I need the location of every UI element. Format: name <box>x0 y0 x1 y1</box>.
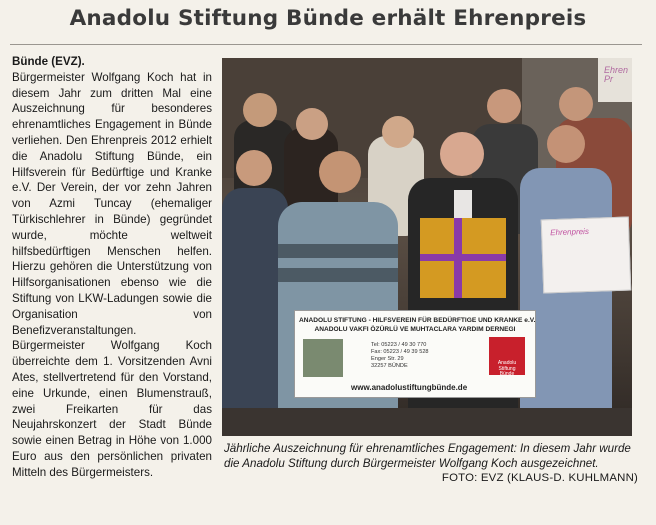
certificate-text: Ehrenpreis <box>550 226 590 238</box>
banner-line-1: ANADOLU STIFTUNG - HILFSVEREIN FÜR BEDÜRFTIGE UND KRANKE e.V. <box>299 317 536 324</box>
flower-logo <box>489 337 525 375</box>
photo-caption: Jährliche Auszeichnung für ehrenamtliches Engagement: In diesem Jahr wurde die Anadolu Stiftung durch Bürgermeister Wolfgang Koch ausgezeichnet. <box>224 442 631 471</box>
sweater-stripe-1 <box>278 244 398 258</box>
dateline: Bünde (EVZ). <box>12 55 85 68</box>
photo-credit: FOTO: EVZ (KLAUS-D. KUHLMANN) <box>441 472 638 484</box>
banner-street: Enger Str. 29 <box>371 356 404 362</box>
banner-contact <box>371 342 429 370</box>
banner-fax: Fax: 05223 / 49 39 528 <box>371 349 429 355</box>
banner-city: 32257 BÜNDE <box>371 363 408 369</box>
group-photo <box>222 58 632 436</box>
article-text: Bürgermeister Wolfgang Koch hat in diesem Jahr zum dritten Mal eine Auszeichnung für besonderes ehrenamtliches Engagement in Bünde verliehen. Den Ehrenpreis 2012 erhielt die Anadolu Stiftung Bünde, ein Hilfsverein für Bedürftige und Kranke e.V. Der Verein, der vor zehn Jahren von Azmi Tuncay (ehemaliger Türkischlehrer in Bünde) gegründet wurde, möchte weltweit hilfsbedürftigen Menschen helfen. Hierzu gehören die Unterstützung von Hilfsorganisationen ebenso wie die Stiftung von LKW-Ladungen sowie die Organisation von Benefizveranstaltungen. Bürgermeister Wolfgang Koch überreichte dem 1. Vorsitzenden Avni Ates, stellvertretend für den Vorstand, eine Urkunde, einen Blumenstrauß, zwei Freikarten für das Neujahrskonzert der Stadt Bünde sowie einen Betrag in Höhe von 1.000 Euro aus den persönlichen privaten Mitteln des Bürgermeisters. <box>12 70 212 479</box>
logo-line-1: Anadolu <box>497 360 517 366</box>
banner-tel: Tel: 05223 / 49 30 770 <box>371 342 427 348</box>
face-back-4 <box>487 89 521 123</box>
article-body <box>12 54 212 481</box>
background-sign-text: Ehren Pr <box>604 65 629 84</box>
logo-text <box>491 361 523 378</box>
banner-website: www.anadolustiftungbünde.de <box>351 383 468 392</box>
sweater-stripe-2 <box>278 268 398 282</box>
logo-line-2: Stiftung <box>498 365 516 372</box>
face-front-2 <box>319 151 361 193</box>
association-banner <box>294 310 536 398</box>
face-front-1 <box>236 150 272 186</box>
face-front-4 <box>547 125 585 163</box>
headline-rule <box>10 44 642 45</box>
face-back-5 <box>559 87 593 121</box>
award-certificate <box>541 216 632 293</box>
face-front-3 <box>440 132 484 176</box>
face-back-3 <box>382 116 414 148</box>
face-back-1 <box>243 93 277 127</box>
banner-photo <box>303 339 343 377</box>
logo-line-3: Bünde <box>499 371 515 377</box>
headline: Anadolu Stiftung Bünde erhält Ehrenpreis <box>69 6 587 31</box>
banner-line-2: ANADOLU VAKFI ÖZÜRLÜ VE MUHTACLARA YARDIM DERNEGI <box>314 326 516 333</box>
background-sign <box>598 58 632 102</box>
face-back-2 <box>296 108 328 140</box>
floor <box>222 408 632 436</box>
gift-ribbon-horizontal <box>420 254 506 261</box>
